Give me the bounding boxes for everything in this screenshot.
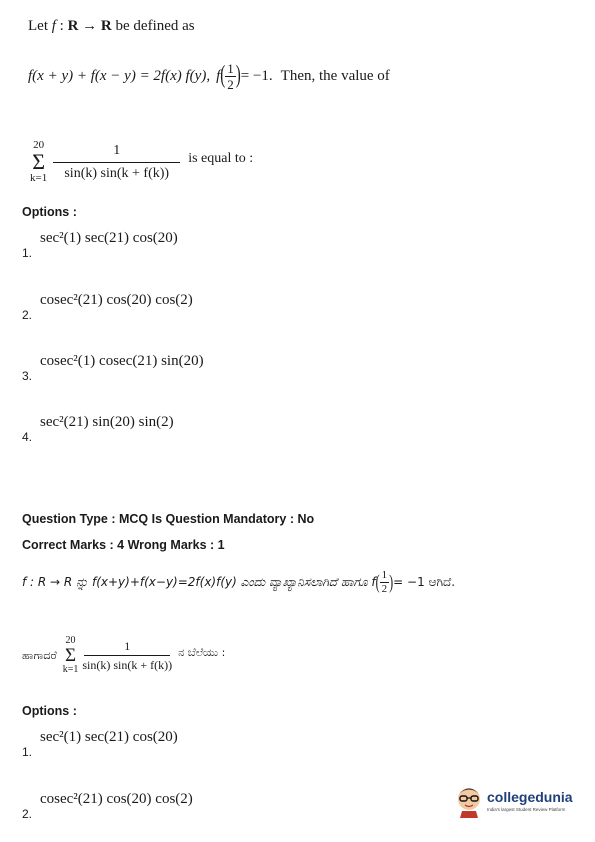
option-text: cosec²(21) cos(20) cos(2) bbox=[40, 292, 193, 308]
kannada-summation bbox=[22, 636, 225, 675]
option-text: sec²(1) sec(21) cos(20) bbox=[40, 230, 178, 246]
option-text: sec²(21) sin(20) sin(2) bbox=[40, 414, 174, 430]
f-symbol: f bbox=[216, 68, 221, 84]
kannada-options-label: Options : bbox=[22, 704, 77, 718]
kannada-sigma-block: 20 Σ k=1 bbox=[62, 635, 79, 675]
option-text: cosec²(1) cosec(21) sin(20) bbox=[40, 353, 204, 369]
kannada-suffix: ನ ಬೆಲೆಯು : bbox=[178, 645, 226, 659]
equation-text: f(x + y) + f(x − y) = 2f(x) f(y), bbox=[28, 68, 211, 84]
defined-as-text: be defined as bbox=[115, 18, 195, 34]
functional-equation: f(x + y) + f(x − y) = 2f(x) f(y), f ( $\frac{1}{2}$ ) = −1. Then, the value of bbox=[28, 61, 390, 92]
is-equal-text: is equal to : bbox=[188, 151, 254, 166]
option-text: cosec²(21) cos(20) cos(2) bbox=[40, 791, 193, 807]
question-intro: Let f : R → R be defined as bbox=[28, 18, 195, 34]
sigma-icon: Σ bbox=[65, 645, 77, 666]
kannada-prefix: ಹಾಗಾದರೆ bbox=[22, 648, 57, 662]
brand-logo[interactable] bbox=[454, 784, 573, 818]
brand-tagline: India's largest Student Review Platform bbox=[487, 807, 566, 812]
half-fraction: $\frac{1}{2}$ bbox=[227, 61, 234, 92]
kannada-statement: f : R → R ನ್ನು f(x+y)+f(x−y)=2f(x)f(y) ಎಂದು ವ್ಯಾಖ್ಯಾನಿಸಲಾಗಿದೆ ಹಾಗೂ f ( $\frac{1}{2}$ ) = −1 ಆಗಿದೆ. bbox=[22, 569, 456, 595]
then-text: Then, the value of bbox=[280, 68, 390, 84]
kannada-summand-fraction: $\frac{1}{\sin(k) \sin(k + f(k))}$ bbox=[82, 639, 173, 672]
question-type-line: Question Type : MCQ Is Question Mandatory : No bbox=[22, 512, 315, 526]
sigma-icon: Σ bbox=[32, 149, 46, 174]
intro-text: Let bbox=[28, 18, 48, 34]
option-text: sec²(1) sec(21) cos(20) bbox=[40, 729, 178, 745]
kannada-line1: f : R → R ನ್ನು f(x+y)+f(x−y)=2f(x)f(y) ಎಂದು ವ್ಯಾಖ್ಯಾನಿಸಲಾಗಿದೆ ಹಾಗೂ f bbox=[22, 575, 376, 589]
kannada-half-fraction: $\frac{1}{2}$ bbox=[381, 569, 388, 595]
brand-name: collegedunia bbox=[487, 789, 573, 805]
summation-expression bbox=[30, 140, 253, 184]
summand-fraction: $\frac{1}{\sin(k) \sin(k + f(k))}$ bbox=[53, 144, 180, 181]
options-label: Options : bbox=[22, 205, 77, 219]
function-symbol: f bbox=[51, 18, 56, 34]
mascot-icon bbox=[454, 784, 484, 818]
kannada-line1-end: = −1 ಆಗಿದೆ. bbox=[393, 575, 456, 589]
equals-minus-one: = −1. bbox=[240, 68, 273, 84]
sigma-block: 20 Σ k=1 bbox=[30, 139, 48, 184]
domain-mapping: R → R bbox=[67, 18, 112, 34]
marks-line: Correct Marks : 4 Wrong Marks : 1 bbox=[22, 538, 225, 552]
